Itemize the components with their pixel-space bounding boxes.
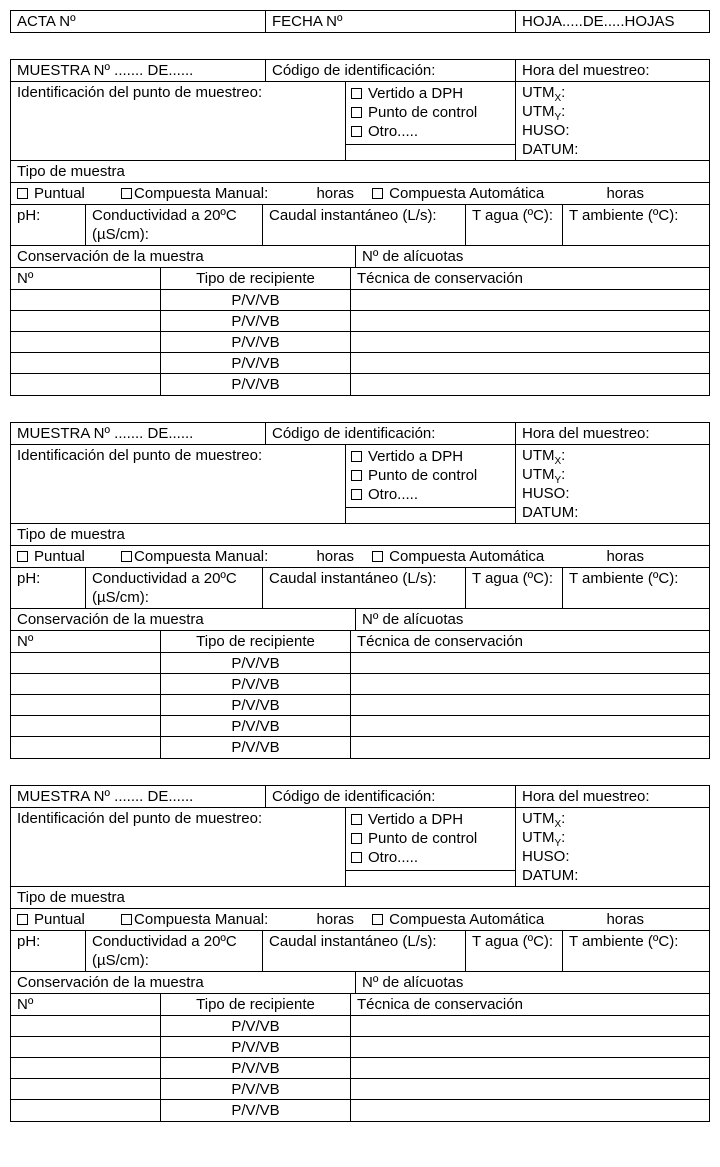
alicuotas-label: Nº de alícuotas — [362, 611, 464, 628]
muestra-number-label: MUESTRA Nº ....... DE...... — [11, 423, 266, 444]
table-row — [11, 353, 709, 374]
numero-cell — [11, 737, 161, 758]
checkbox-compuesta-automatica[interactable] — [372, 911, 544, 928]
numero-cell — [11, 1079, 161, 1099]
tecnica-cell — [351, 1037, 709, 1057]
identificacion-punto-label: Identificación del punto de muestreo: — [11, 82, 346, 160]
temp-ambiente-label: T ambiente (ºC): — [569, 207, 679, 224]
ph-label: pH: — [11, 568, 86, 608]
alicuotas-label: Nº de alícuotas — [362, 248, 464, 265]
col-numero-header: Nº — [11, 631, 161, 652]
tecnica-cell — [351, 695, 709, 715]
col-recipiente-header: Tipo de recipiente — [161, 268, 351, 289]
horas-label: horas — [316, 911, 354, 928]
recipiente-cell: P/V/VB — [161, 1016, 351, 1036]
tecnica-cell — [351, 311, 709, 331]
temp-ambiente-label: T ambiente (ºC): — [569, 933, 679, 950]
tipo-muestra-options — [11, 183, 709, 204]
caudal-label: Caudal instantáneo (L/s): — [263, 931, 466, 971]
tipo-punto-checkbox-box — [346, 445, 515, 508]
checkbox-otro[interactable] — [351, 122, 510, 141]
codigo-identificacion-label: Código de identificación: — [266, 60, 516, 81]
muestra-block — [10, 785, 710, 1122]
utm-y-label: $UTM_Y$: — [522, 466, 566, 486]
table-row — [11, 1058, 709, 1079]
caudal-label: Caudal instantáneo (L/s): — [263, 205, 466, 245]
checkbox-compuesta-automatica[interactable] — [372, 185, 544, 202]
checkbox-icon[interactable] — [121, 551, 132, 562]
hoja-label: HOJA.....DE.....HOJAS — [522, 13, 675, 30]
muestra-number-label: MUESTRA Nº ....... DE...... — [11, 60, 266, 81]
checkbox-label: Punto de control — [368, 830, 478, 847]
checkbox-icon[interactable] — [17, 914, 28, 925]
numero-cell — [11, 311, 161, 331]
checkbox-compuesta-automatica[interactable] — [372, 548, 544, 565]
checkbox-icon[interactable] — [17, 551, 28, 562]
tecnica-cell — [351, 653, 709, 673]
muestra-block — [10, 422, 710, 759]
conservacion-label: Conservación de la muestra — [11, 246, 356, 267]
checkbox-icon[interactable] — [351, 107, 362, 118]
table-row — [11, 311, 709, 332]
measurements-row — [11, 205, 709, 246]
tipo-muestra-options-row — [11, 909, 709, 931]
temp-ambiente-label: T ambiente (ºC): — [569, 570, 679, 587]
identificacion-punto-label: Identificación del punto de muestreo: — [11, 808, 346, 886]
checkbox-label: Otro..... — [368, 486, 419, 503]
checkbox-label: Compuesta Automática — [389, 911, 545, 928]
identificacion-row — [11, 445, 709, 524]
checkbox-label: Compuesta Manual: — [134, 911, 269, 928]
tipo-muestra-title-row — [11, 887, 709, 909]
conductividad-label: Conductividad a 20ºC (µS/cm): — [86, 931, 263, 971]
alicuotas-label: Nº de alícuotas — [362, 974, 464, 991]
huso-label: HUSO: — [522, 848, 570, 865]
tipo-muestra-label: Tipo de muestra — [17, 163, 125, 180]
tecnica-cell — [351, 716, 709, 736]
checkbox-icon[interactable] — [121, 188, 132, 199]
recipiente-cell: P/V/VB — [161, 374, 351, 395]
conductividad-label: Conductividad a 20ºC (µS/cm): — [86, 205, 263, 245]
tecnica-cell — [351, 1079, 709, 1099]
acta-header-table — [10, 10, 710, 33]
recipiente-cell: P/V/VB — [161, 311, 351, 331]
checkbox-icon[interactable] — [351, 833, 362, 844]
tipo-muestra-options-row — [11, 546, 709, 568]
muestra-header-row — [11, 423, 709, 445]
tipo-muestra-options — [11, 546, 709, 567]
tipo-muestra-label: Tipo de muestra — [17, 889, 125, 906]
checkbox-icon[interactable] — [372, 188, 383, 199]
muestra-blocks — [10, 59, 710, 1122]
checkbox-label: Puntual — [34, 185, 85, 202]
utm-group — [516, 82, 709, 160]
table-row — [11, 653, 709, 674]
conservacion-row — [11, 246, 709, 268]
utm-group — [516, 808, 709, 886]
table-row — [11, 716, 709, 737]
col-numero-header: Nº — [11, 994, 161, 1015]
checkbox-label: Punto de control — [368, 467, 478, 484]
ph-label: pH: — [11, 205, 86, 245]
utm-x-label: $UTM_X$: — [522, 447, 566, 467]
hora-muestreo-label: Hora del muestreo: — [522, 62, 650, 79]
checkbox-puntual[interactable] — [17, 911, 85, 928]
temp-agua-label: T agua (ºC): — [466, 205, 563, 245]
recipiente-cell: P/V/VB — [161, 1100, 351, 1121]
checkbox-icon[interactable] — [121, 914, 132, 925]
recipiente-cell: P/V/VB — [161, 353, 351, 373]
col-recipiente-header: Tipo de recipiente — [161, 994, 351, 1015]
recipiente-cell: P/V/VB — [161, 1058, 351, 1078]
checkbox-compuesta-manual[interactable] — [121, 911, 268, 928]
table-row — [11, 290, 709, 311]
col-recipiente-header: Tipo de recipiente — [161, 631, 351, 652]
measurements-row — [11, 931, 709, 972]
recipiente-cell: P/V/VB — [161, 332, 351, 352]
recipiente-cell: P/V/VB — [161, 653, 351, 673]
checkbox-icon[interactable] — [351, 814, 362, 825]
tecnica-cell — [351, 332, 709, 352]
checkbox-label: Otro..... — [368, 123, 419, 140]
numero-cell — [11, 1058, 161, 1078]
conservacion-row — [11, 972, 709, 994]
checkbox-otro[interactable] — [351, 485, 510, 504]
codigo-identificacion-label: Código de identificación: — [266, 786, 516, 807]
numero-cell — [11, 1016, 161, 1036]
acta-header-row — [11, 11, 709, 32]
numero-cell — [11, 1037, 161, 1057]
checkbox-icon[interactable] — [17, 188, 28, 199]
tecnica-cell — [351, 674, 709, 694]
horas-label: horas — [606, 185, 644, 202]
hora-muestreo-label: Hora del muestreo: — [522, 788, 650, 805]
acta-label: ACTA Nº — [11, 11, 266, 32]
tecnica-cell — [351, 1058, 709, 1078]
checkbox-label: Compuesta Automática — [389, 185, 545, 202]
recipientes-header-row — [11, 994, 709, 1016]
measurements-row — [11, 568, 709, 609]
table-row — [11, 695, 709, 716]
recipiente-cell: P/V/VB — [161, 290, 351, 310]
checkbox-vertido-dph[interactable] — [351, 84, 510, 103]
tipo-punto-group — [346, 445, 516, 523]
horas-label: horas — [606, 911, 644, 928]
checkbox-icon[interactable] — [372, 914, 383, 925]
col-tecnica-header: Técnica de conservación — [357, 270, 523, 287]
utm-y-label: $UTM_Y$: — [522, 103, 566, 123]
codigo-identificacion-label: Código de identificación: — [266, 423, 516, 444]
tipo-punto-checkbox-box — [346, 82, 515, 145]
utm-y-label: $UTM_Y$: — [522, 829, 566, 849]
utm-x-label: $UTM_X$: — [522, 810, 566, 830]
checkbox-label: Compuesta Automática — [389, 548, 545, 565]
tipo-punto-checkbox-box — [346, 808, 515, 871]
recipientes-header-row — [11, 631, 709, 653]
muestra-header-row — [11, 60, 709, 82]
conservacion-label: Conservación de la muestra — [11, 972, 356, 993]
col-tecnica-header: Técnica de conservación — [357, 633, 523, 650]
numero-cell — [11, 374, 161, 395]
huso-label: HUSO: — [522, 485, 570, 502]
checkbox-icon[interactable] — [351, 470, 362, 481]
checkbox-puntual[interactable] — [17, 185, 85, 202]
recipiente-cell: P/V/VB — [161, 695, 351, 715]
tipo-punto-group — [346, 82, 516, 160]
caudal-label: Caudal instantáneo (L/s): — [263, 568, 466, 608]
conductividad-label: Conductividad a 20ºC (µS/cm): — [86, 568, 263, 608]
temp-agua-label: T agua (ºC): — [466, 568, 563, 608]
tipo-muestra-options-row — [11, 183, 709, 205]
checkbox-label: Punto de control — [368, 104, 478, 121]
tecnica-cell — [351, 290, 709, 310]
checkbox-icon[interactable] — [351, 126, 362, 137]
checkbox-icon[interactable] — [351, 852, 362, 863]
numero-cell — [11, 353, 161, 373]
numero-cell — [11, 290, 161, 310]
recipiente-cell: P/V/VB — [161, 1079, 351, 1099]
tecnica-cell — [351, 1016, 709, 1036]
recipiente-cell: P/V/VB — [161, 1037, 351, 1057]
checkbox-icon[interactable] — [351, 451, 362, 462]
checkbox-label: Compuesta Manual: — [134, 185, 269, 202]
datum-label: DATUM: — [522, 867, 579, 884]
horas-label: horas — [316, 548, 354, 565]
hora-muestreo-label: Hora del muestreo: — [522, 425, 650, 442]
ph-label: pH: — [11, 931, 86, 971]
identificacion-punto-label: Identificación del punto de muestreo: — [11, 445, 346, 523]
tipo-muestra-title-row — [11, 161, 709, 183]
muestra-block — [10, 59, 710, 396]
col-tecnica-header: Técnica de conservación — [357, 996, 523, 1013]
table-row — [11, 737, 709, 758]
checkbox-punto-control[interactable] — [351, 829, 510, 848]
numero-cell — [11, 674, 161, 694]
checkbox-label: Compuesta Manual: — [134, 548, 269, 565]
checkbox-vertido-dph[interactable] — [351, 810, 510, 829]
checkbox-icon[interactable] — [351, 88, 362, 99]
tipo-muestra-label: Tipo de muestra — [17, 526, 125, 543]
numero-cell — [11, 653, 161, 673]
tecnica-cell — [351, 353, 709, 373]
identificacion-row — [11, 82, 709, 161]
checkbox-label: Vertido a DPH — [368, 448, 464, 465]
checkbox-puntual[interactable] — [17, 548, 85, 565]
huso-label: HUSO: — [522, 122, 570, 139]
checkbox-otro[interactable] — [351, 848, 510, 867]
table-row — [11, 374, 709, 395]
utm-x-label: $UTM_X$: — [522, 84, 566, 104]
conservacion-row — [11, 609, 709, 631]
numero-cell — [11, 716, 161, 736]
checkbox-punto-control[interactable] — [351, 466, 510, 485]
table-row — [11, 1037, 709, 1058]
recipiente-cell: P/V/VB — [161, 674, 351, 694]
checkbox-icon[interactable] — [351, 489, 362, 500]
checkbox-label: Otro..... — [368, 849, 419, 866]
numero-cell — [11, 695, 161, 715]
checkbox-label: Vertido a DPH — [368, 85, 464, 102]
muestra-number-label: MUESTRA Nº ....... DE...... — [11, 786, 266, 807]
numero-cell — [11, 332, 161, 352]
utm-group — [516, 445, 709, 523]
fecha-label: FECHA Nº — [266, 11, 516, 32]
table-row — [11, 1016, 709, 1037]
tecnica-cell — [351, 1100, 709, 1121]
checkbox-label: Puntual — [34, 548, 85, 565]
datum-label: DATUM: — [522, 504, 579, 521]
tecnica-cell — [351, 374, 709, 395]
tipo-punto-group — [346, 808, 516, 886]
table-row — [11, 674, 709, 695]
checkbox-icon[interactable] — [372, 551, 383, 562]
recipiente-cell: P/V/VB — [161, 716, 351, 736]
checkbox-compuesta-manual[interactable] — [121, 185, 268, 202]
recipiente-cell: P/V/VB — [161, 737, 351, 758]
table-row — [11, 1100, 709, 1121]
checkbox-vertido-dph[interactable] — [351, 447, 510, 466]
recipientes-header-row — [11, 268, 709, 290]
table-row — [11, 1079, 709, 1100]
checkbox-label: Puntual — [34, 911, 85, 928]
checkbox-label: Vertido a DPH — [368, 811, 464, 828]
table-row — [11, 332, 709, 353]
temp-agua-label: T agua (ºC): — [466, 931, 563, 971]
horas-label: horas — [316, 185, 354, 202]
muestra-header-row — [11, 786, 709, 808]
tecnica-cell — [351, 737, 709, 758]
numero-cell — [11, 1100, 161, 1121]
conservacion-label: Conservación de la muestra — [11, 609, 356, 630]
checkbox-punto-control[interactable] — [351, 103, 510, 122]
identificacion-row — [11, 808, 709, 887]
horas-label: horas — [606, 548, 644, 565]
col-numero-header: Nº — [11, 268, 161, 289]
tipo-muestra-title-row — [11, 524, 709, 546]
datum-label: DATUM: — [522, 141, 579, 158]
checkbox-compuesta-manual[interactable] — [121, 548, 268, 565]
tipo-muestra-options — [11, 909, 709, 930]
